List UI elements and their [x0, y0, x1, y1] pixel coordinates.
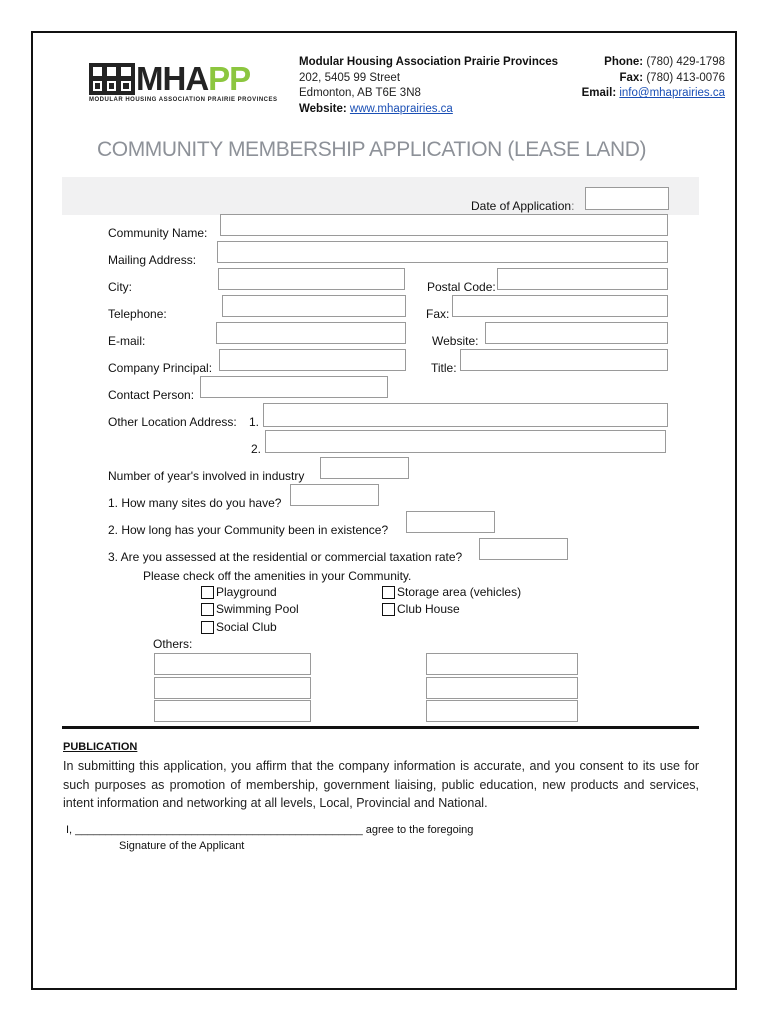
logo-word-green: PP — [208, 60, 251, 97]
mailing-address-input[interactable] — [217, 241, 668, 263]
fax-value: (780) 413-0076 — [646, 71, 725, 84]
other-location-num-2: 2. — [251, 442, 262, 456]
org-address-block — [299, 55, 558, 118]
contact-block — [582, 55, 725, 102]
date-of-application-input[interactable] — [585, 187, 669, 210]
title-input[interactable] — [460, 349, 668, 371]
logo-word-dark: MHA — [136, 60, 209, 97]
amenity-swimming-pool[interactable] — [201, 602, 299, 616]
others-left-2-input[interactable] — [154, 677, 311, 699]
amenities-prompt: Please check off the amenities in your Community. — [143, 569, 412, 583]
swimming-pool-checkbox[interactable] — [201, 603, 214, 616]
fax-field-label: Fax: — [426, 307, 450, 321]
date-label — [471, 199, 574, 213]
amenity-storage-area[interactable] — [382, 585, 521, 599]
q2-label: 2. How long has your Community been in existence? — [108, 523, 389, 537]
signature-blank[interactable]: _______________________________________________ — [75, 824, 363, 836]
telephone-label: Telephone: — [108, 307, 167, 321]
website-label: Website: — [299, 103, 347, 116]
storage-area-label: Storage area (vehicles) — [397, 585, 522, 599]
years-industry-label: Number of year's involved in industry — [108, 469, 305, 483]
club-house-checkbox[interactable] — [382, 603, 395, 616]
phone-label: Phone: — [604, 56, 644, 68]
amenity-playground[interactable] — [201, 585, 277, 599]
signature-line — [66, 824, 473, 836]
swimming-pool-label: Swimming Pool — [216, 602, 299, 616]
sites-count-input[interactable] — [290, 484, 379, 506]
contact-person-input[interactable] — [200, 376, 388, 398]
others-right-1-input[interactable] — [426, 653, 578, 675]
other-location-1-input[interactable] — [263, 403, 668, 427]
q3-label: 3. Are you assessed at the residential or commercial taxation rate? — [108, 550, 463, 564]
address-line2: Edmonton, AB T6E 3N8 — [299, 87, 421, 100]
date-colon: : — [571, 199, 575, 213]
storage-area-checkbox[interactable] — [382, 586, 395, 599]
others-right-3-input[interactable] — [426, 700, 578, 722]
others-left-1-input[interactable] — [154, 653, 311, 675]
community-name-label: Community Name: — [108, 226, 208, 240]
title-field-label: Title: — [431, 361, 457, 375]
address-line1: 202, 5405 99 Street — [299, 71, 401, 84]
logo-tagline: MODULAR HOUSING ASSOCIATION PRAIRIE PROVINCES — [89, 97, 278, 103]
logo-icon — [89, 63, 135, 95]
postal-code-label: Postal Code: — [427, 280, 496, 294]
others-left-3-input[interactable] — [154, 700, 311, 722]
section-divider — [62, 726, 699, 729]
signature-caption: Signature of the Applicant — [119, 840, 245, 852]
social-club-checkbox[interactable] — [201, 621, 214, 634]
playground-label: Playground — [216, 585, 277, 599]
amenity-club-house[interactable] — [382, 602, 460, 616]
playground-checkbox[interactable] — [201, 586, 214, 599]
mailing-address-label: Mailing Address: — [108, 253, 197, 267]
other-location-num-1: 1. — [249, 415, 260, 429]
postal-code-input[interactable] — [497, 268, 668, 290]
contact-person-label: Contact Person: — [108, 388, 195, 402]
email-label: Email: — [581, 87, 617, 100]
website-input[interactable] — [485, 322, 668, 344]
amenity-social-club[interactable] — [201, 620, 277, 634]
publication-heading: PUBLICATION — [63, 741, 138, 753]
q1-label: 1. How many sites do you have? — [108, 496, 282, 510]
other-location-2-input[interactable] — [265, 430, 666, 453]
org-name: Modular Housing Association Prairie Provinces — [299, 56, 559, 68]
page-title: COMMUNITY MEMBERSHIP APPLICATION (LEASE LAND) — [97, 138, 647, 161]
date-label-text: Date of Application — [471, 199, 572, 213]
company-principal-input[interactable] — [219, 349, 406, 371]
existence-duration-input[interactable] — [406, 511, 495, 533]
others-label: Others: — [153, 637, 193, 651]
taxation-rate-input[interactable] — [479, 538, 568, 560]
email-link[interactable]: info@mhaprairies.ca — [619, 87, 725, 100]
community-name-input[interactable] — [220, 214, 668, 236]
email-input[interactable] — [216, 322, 406, 344]
website-field-label: Website: — [432, 334, 479, 348]
logo-wordmark — [136, 62, 250, 95]
years-industry-input[interactable] — [320, 457, 409, 479]
phone-value: (780) 429-1798 — [646, 56, 725, 68]
city-input[interactable] — [218, 268, 405, 290]
fax-input[interactable] — [452, 295, 668, 317]
signature-prefix: I, — [66, 824, 76, 836]
other-location-label: Other Location Address: — [108, 415, 237, 429]
club-house-label: Club House — [397, 602, 460, 616]
email-field-label: E-mail: — [108, 334, 146, 348]
website-link[interactable]: www.mhaprairies.ca — [349, 103, 453, 116]
signature-suffix: agree to the foregoing — [362, 824, 474, 836]
fax-label: Fax: — [619, 71, 644, 84]
publication-text: In submitting this application, you affirm that the company information is accurate, and you consent to its use for such purposes as promotion of membership, government liaising, public education, new products and services, intent information and networking at all levels, Local, Provincial and National. — [63, 759, 699, 810]
telephone-input[interactable] — [222, 295, 406, 317]
city-label: City: — [108, 280, 132, 294]
company-principal-label: Company Principal: — [108, 361, 213, 375]
social-club-label: Social Club — [216, 620, 277, 634]
others-right-2-input[interactable] — [426, 677, 578, 699]
